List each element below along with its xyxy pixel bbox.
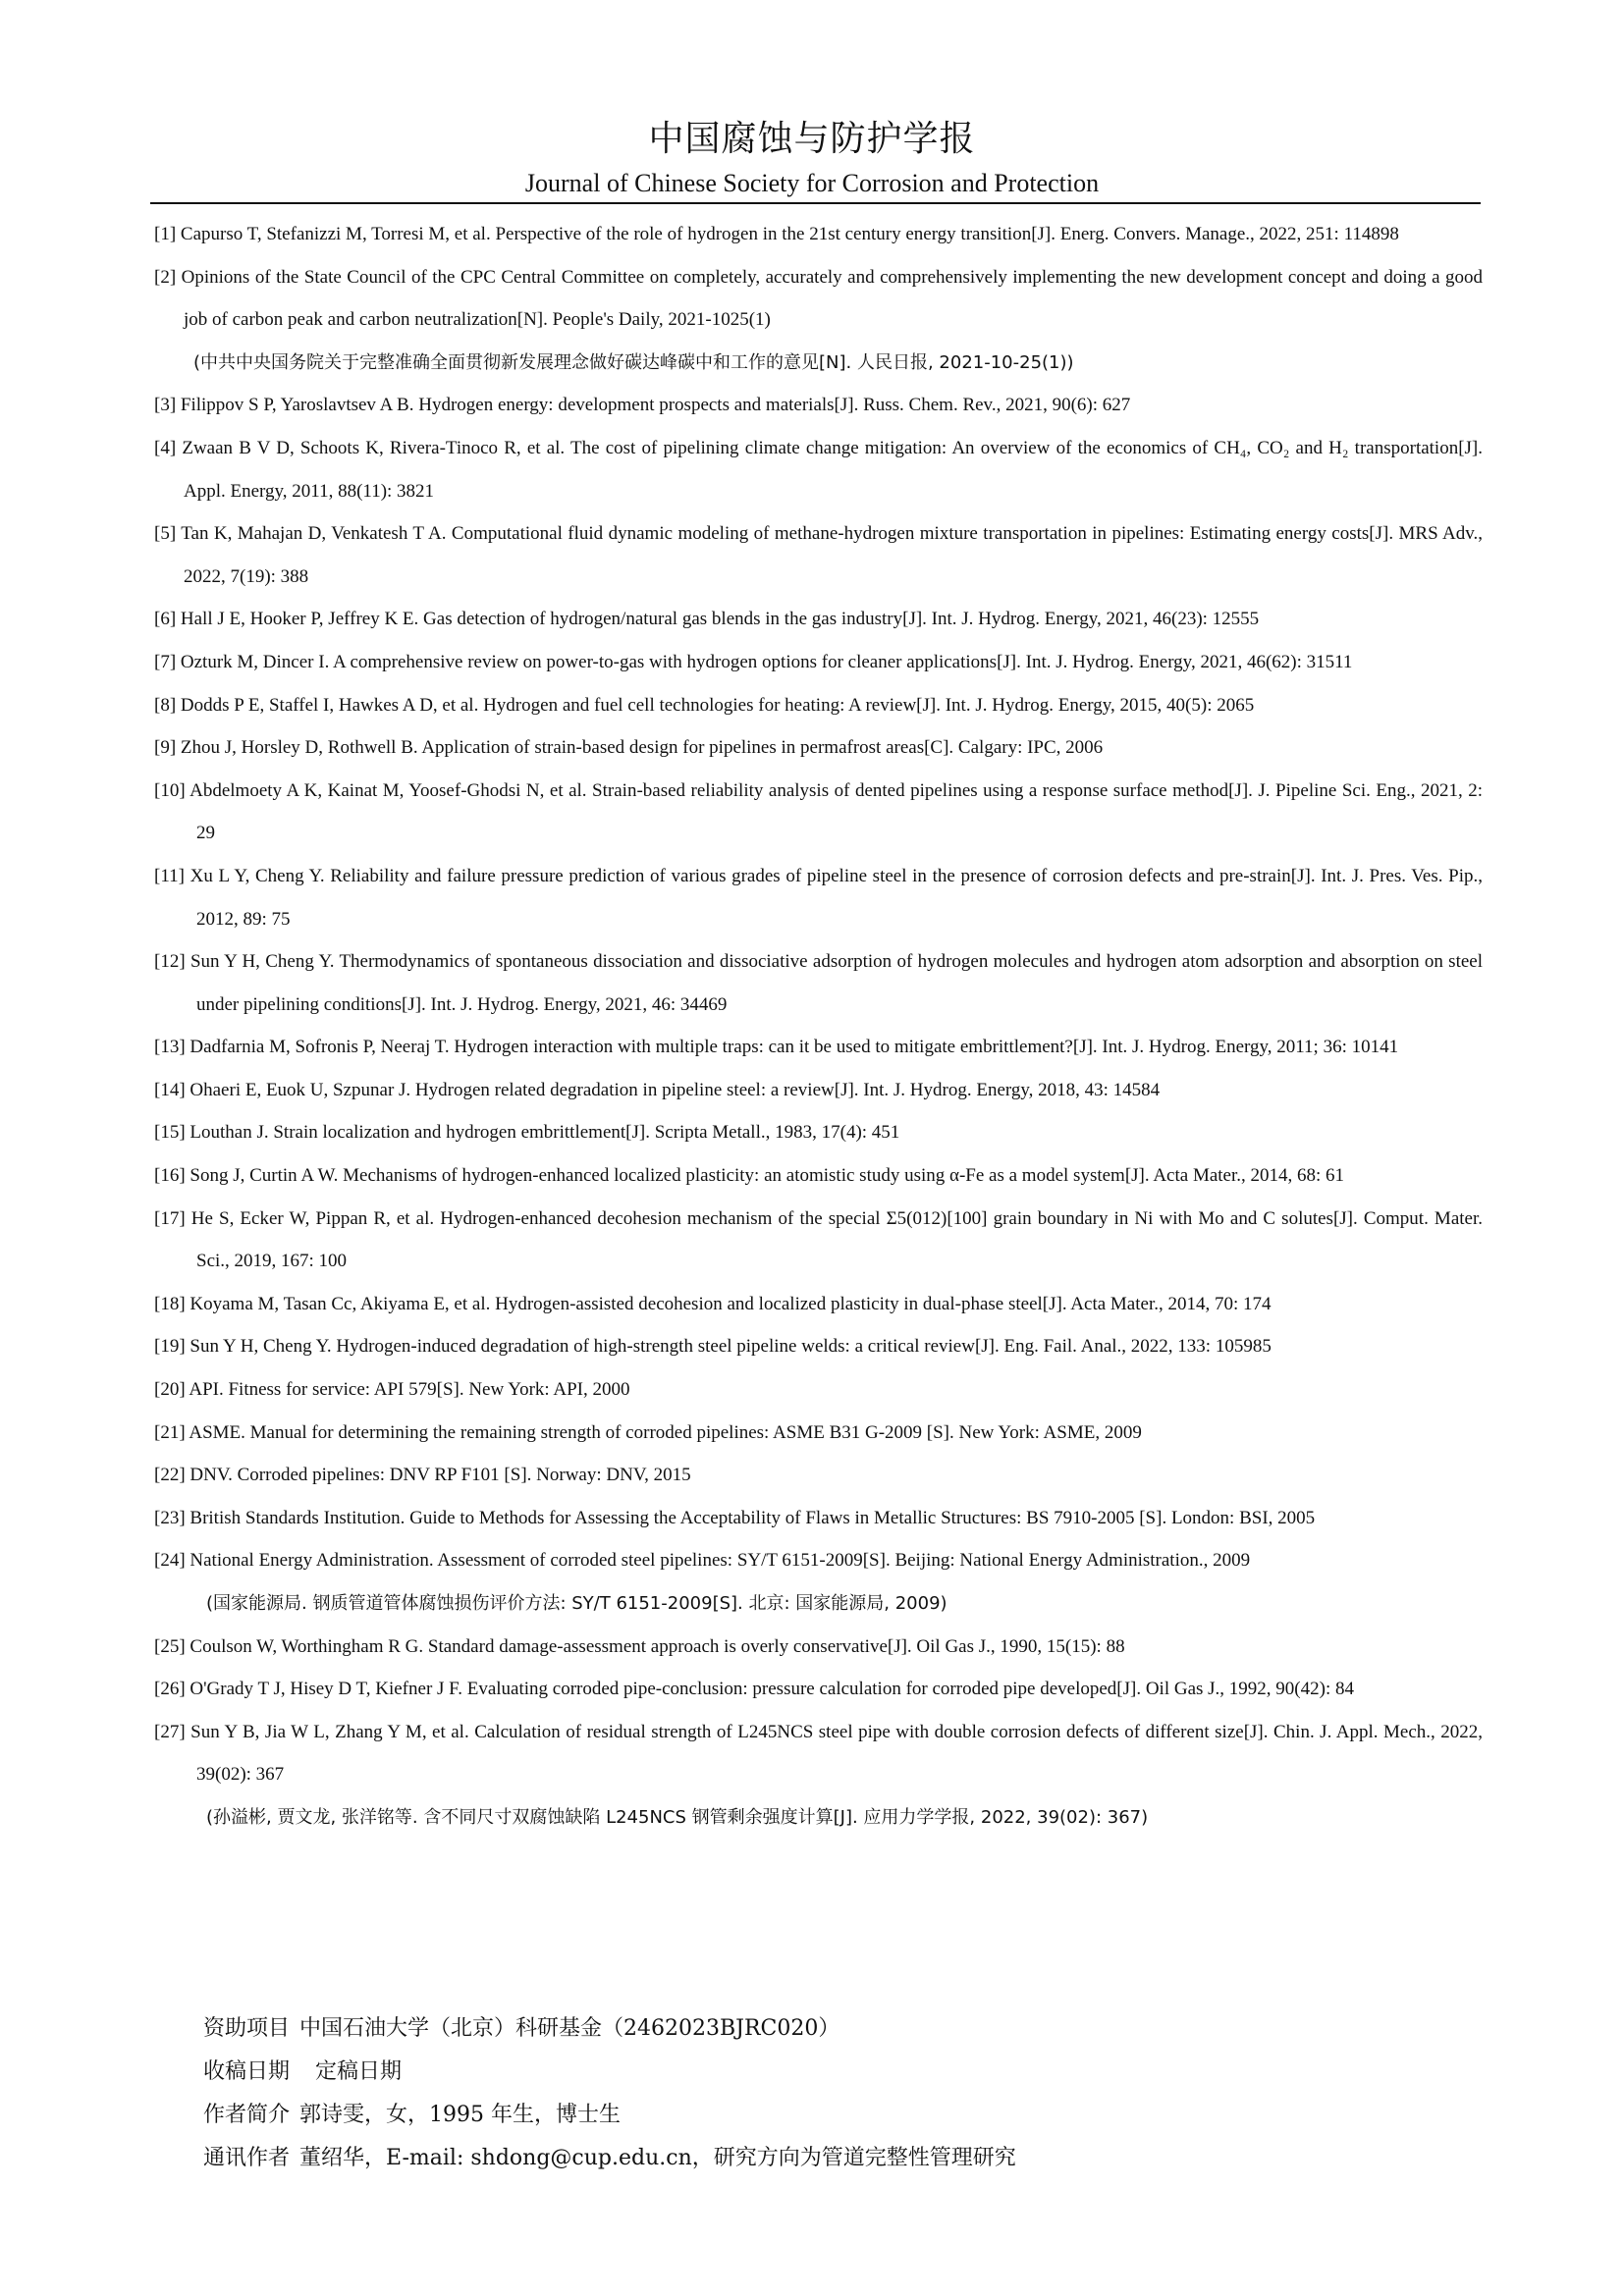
reference-item	[154, 213, 1483, 256]
reference-text: Dadfarnia M, Sofronis P, Neeraj T. Hydrogen interaction with multiple traps: can it be used to mitigate embrittlement?[J]. Int. J. Hydrog. Energy, 2011; 36: 10141	[189, 1037, 1399, 1058]
reference-text: Dodds P E, Staffel I, Hawkes A D, et al. Hydrogen and fuel cell technologies for heating: A review[J]. Int. J. Hydrog. Energy, 2015, 40(5): 2065	[180, 694, 1255, 716]
reference-chinese-translation: (孙溢彬, 贾文龙, 张洋铭等. 含不同尺寸双腐蚀缺陷 L245NCS 钢管剩余强度计算[J]. 应用力学学报, 2022, 39(02): 367)	[206, 1806, 1149, 1828]
reference-number: [25]	[154, 1635, 186, 1657]
reference-item	[154, 770, 1483, 855]
reference-item	[154, 684, 1483, 727]
reference-number: [18]	[154, 1293, 186, 1314]
received-label: 收稿日期	[203, 2059, 291, 2084]
reference-number: [5]	[154, 523, 177, 545]
reference-item	[154, 1026, 1483, 1069]
reference-item	[154, 855, 1483, 940]
reference-text: Louthan J. Strain localization and hydrogen embrittlement[J]. Scripta Metall., 1983, 17(4): 451	[189, 1122, 900, 1144]
reference-text: National Energy Administration. Assessment of corroded steel pipelines: SY/T 6151-2009[S]. Beijing: National Energy Administration., 2009	[189, 1550, 1251, 1572]
reference-number: [17]	[154, 1207, 186, 1229]
reference-item	[154, 256, 1483, 385]
reference-text: Abdelmoety A K, Kainat M, Yoosef-Ghodsi N, et al. Strain-based reliability analysis of dented pipelines using a response surface method[J]. J. Pipeline Sci. Eng., 2021, 2: 29	[189, 779, 1483, 844]
reference-number: [8]	[154, 694, 177, 716]
reference-number: [13]	[154, 1037, 186, 1058]
reference-text: DNV. Corroded pipelines: DNV RP F101 [S]. Norway: DNV, 2015	[189, 1465, 691, 1486]
reference-chinese-translation: (中共中央国务院关于完整准确全面贯彻新发展理念做好碳达峰碳中和工作的意见[N]. 人民日报, 2021-10-25(1))	[193, 351, 1074, 373]
reference-item	[154, 512, 1483, 598]
author-value: 郭诗雯，女，1995 年生，博士生	[299, 2103, 621, 2127]
reference-number: [12]	[154, 951, 186, 973]
corresponding-line	[203, 2137, 1016, 2180]
reference-text: API. Fitness for service: API 579[S]. New York: API, 2000	[189, 1379, 630, 1401]
reference-number: [6]	[154, 609, 177, 630]
reference-number: [19]	[154, 1336, 186, 1358]
journal-header	[0, 116, 1624, 200]
reference-number: [21]	[154, 1421, 186, 1443]
reference-number: [27]	[154, 1721, 186, 1742]
corresponding-label: 通讯作者	[203, 2146, 291, 2170]
reference-text: ASME. Manual for determining the remaining strength of corroded pipelines: ASME B31 G-2009 [S]. New York: ASME, 2009	[189, 1421, 1142, 1443]
reference-number: [2]	[154, 266, 177, 288]
reference-number: [15]	[154, 1122, 186, 1144]
reference-item	[154, 1412, 1483, 1455]
author-label: 作者简介	[203, 2103, 291, 2127]
reference-text: Koyama M, Tasan Cc, Akiyama E, et al. Hydrogen-assisted decohesion and localized plasticity in dual-phase steel[J]. Acta Mater., 2014, 70: 174	[189, 1293, 1272, 1314]
reference-text: Tan K, Mahajan D, Venkatesh T A. Computational fluid dynamic modeling of methane-hydrogen mixture transportation in pipelines: Estimating energy costs[J]. MRS Adv., 2022, 7(19): 388	[181, 523, 1483, 587]
reference-chinese-translation: (国家能源局. 钢质管道管体腐蚀损伤评价方法: SY/T 6151-2009[S]. 北京: 国家能源局, 2009)	[206, 1593, 947, 1614]
reference-text: Xu L Y, Cheng Y. Reliability and failure pressure prediction of various grades of pipeline steel in the presence of corrosion defects and pre-strain[J]. Int. J. Pres. Ves. Pip., 2012, 89: 75	[189, 865, 1483, 930]
reference-item	[154, 1325, 1483, 1368]
dates-line	[203, 2051, 1016, 2094]
reference-item	[154, 1154, 1483, 1198]
reference-item	[154, 940, 1483, 1026]
reference-item	[154, 1668, 1483, 1711]
reference-item	[154, 641, 1483, 684]
author-line	[203, 2094, 1016, 2137]
reference-item	[154, 598, 1483, 641]
reference-item	[154, 726, 1483, 770]
accepted-label: 定稿日期	[315, 2059, 403, 2084]
reference-item	[154, 1539, 1483, 1625]
reference-text: Filippov S P, Yaroslavtsev A B. Hydrogen energy: development prospects and materials[J]. Russ. Chem. Rev., 2021, 90(6): 627	[180, 395, 1131, 416]
reference-number: [26]	[154, 1679, 186, 1700]
funding-value: 中国石油大学（北京）科研基金（2462023BJRC020）	[299, 2016, 840, 2041]
reference-item	[154, 1711, 1483, 1840]
reference-item	[154, 1497, 1483, 1540]
reference-text: Sun Y H, Cheng Y. Thermodynamics of spontaneous dissociation and dissociative adsorption of hydrogen molecules and hydrogen atom adsorption and absorption on steel under pipelining conditions[J]. Int. J. Hydrog. Energy, 2021, 46: 34469	[189, 951, 1483, 1015]
funding-label: 资助项目	[203, 2016, 291, 2041]
journal-title-en: Journal of Chinese Society for Corrosion and Protection	[524, 169, 1100, 197]
reference-number: [7]	[154, 651, 177, 672]
reference-number: [20]	[154, 1379, 186, 1401]
journal-title-cn: 中国腐蚀与防护学报	[648, 119, 976, 159]
reference-list	[154, 213, 1483, 1840]
reference-text: Hall J E, Hooker P, Jeffrey K E. Gas detection of hydrogen/natural gas blends in the gas industry[J]. Int. J. Hydrog. Energy, 2021, 46(23): 12555	[180, 609, 1260, 630]
reference-item	[154, 1368, 1483, 1412]
reference-number: [4]	[154, 437, 177, 458]
reference-number: [23]	[154, 1507, 186, 1528]
reference-item	[154, 427, 1483, 512]
reference-number: [1]	[154, 224, 177, 244]
reference-item	[154, 1111, 1483, 1154]
reference-text: Opinions of the State Council of the CPC Central Committee on completely, accurately and comprehensively implementing the new development concept and doing a good job of carbon peak and carbon neutralization[N]. People's Daily, 2021-1025(1)	[181, 266, 1483, 331]
reference-number: [14]	[154, 1079, 186, 1100]
header-divider	[150, 202, 1481, 204]
reference-item	[154, 384, 1483, 427]
reference-number: [24]	[154, 1550, 186, 1572]
reference-item	[154, 1454, 1483, 1497]
reference-text: Sun Y B, Jia W L, Zhang Y M, et al. Calculation of residual strength of L245NCS steel pipe with double corrosion defects of different size[J]. Chin. J. Appl. Mech., 2022, 39(02): 367	[190, 1721, 1484, 1786]
reference-text: Sun Y H, Cheng Y. Hydrogen-induced degradation of high-strength steel pipeline welds: a critical review[J]. Eng. Fail. Anal., 2022, 133: 105985	[189, 1336, 1272, 1358]
reference-text: Capurso T, Stefanizzi M, Torresi M, et al. Perspective of the role of hydrogen in the 21st century energy transition[J]. Energ. Convers. Manage., 2022, 251: 114898	[180, 224, 1399, 244]
reference-number: [16]	[154, 1165, 186, 1187]
reference-number: [22]	[154, 1465, 186, 1486]
reference-text: Ohaeri E, Euok U, Szpunar J. Hydrogen related degradation in pipeline steel: a review[J]. Int. J. Hydrog. Energy, 2018, 43: 14584	[189, 1079, 1161, 1100]
reference-text: He S, Ecker W, Pippan R, et al. Hydrogen-enhanced decohesion mechanism of the special Σ5(012)[100] grain boundary in Ni with Mo and C solutes[J]. Comput. Mater. Sci., 2019, 167: 100	[190, 1207, 1483, 1272]
article-metadata	[203, 2007, 1016, 2180]
reference-item	[154, 1069, 1483, 1112]
reference-text: Zwaan B V D, Schoots K, Rivera-Tinoco R, et al. The cost of pipelining climate change mitigation: An overview of the economics of CH₄, CO₂ and H₂ transportation[J]. Appl. Energy, 2011, 88(11): 3821	[182, 437, 1484, 502]
reference-text: Coulson W, Worthingham R G. Standard damage-assessment approach is overly conservative[J]. Oil Gas J., 1990, 15(15): 88	[189, 1635, 1125, 1657]
funding-line	[203, 2007, 1016, 2051]
corresponding-value: 董绍华，E-mail: shdong@cup.edu.cn，研究方向为管道完整性管理研究	[299, 2146, 1016, 2170]
reference-item	[154, 1283, 1483, 1326]
reference-item	[154, 1198, 1483, 1283]
reference-number: [10]	[154, 779, 186, 801]
reference-text: Zhou J, Horsley D, Rothwell B. Application of strain-based design for pipelines in permafrost areas[C]. Calgary: IPC, 2006	[180, 737, 1104, 759]
reference-text: British Standards Institution. Guide to Methods for Assessing the Acceptability of Flaws in Metallic Structures: BS 7910-2005 [S]. London: BSI, 2005	[189, 1507, 1316, 1528]
reference-number: [3]	[154, 395, 177, 416]
reference-text: Song J, Curtin A W. Mechanisms of hydrogen-enhanced localized plasticity: an atomistic study using α-Fe as a model system[J]. Acta Mater., 2014, 68: 61	[189, 1165, 1345, 1187]
reference-number: [11]	[154, 865, 185, 886]
reference-text: Ozturk M, Dincer I. A comprehensive review on power-to-gas with hydrogen options for cleaner applications[J]. Int. J. Hydrog. Energy, 2021, 46(62): 31511	[180, 651, 1353, 672]
reference-text: O'Grady T J, Hisey D T, Kiefner J F. Evaluating corroded pipe-conclusion: pressure calculation for corroded pipe developed[J]. Oil Gas J., 1992, 90(42): 84	[189, 1679, 1354, 1700]
reference-item	[154, 1626, 1483, 1669]
reference-number: [9]	[154, 737, 177, 759]
